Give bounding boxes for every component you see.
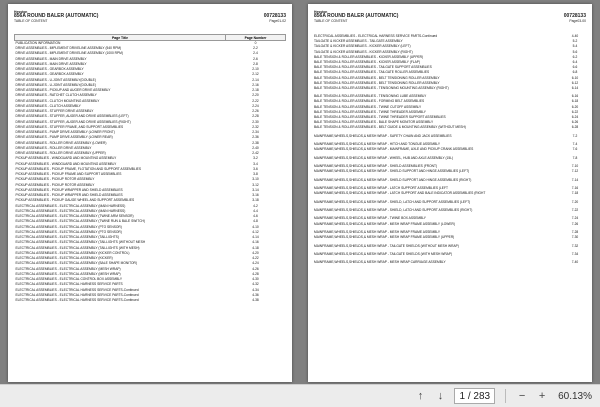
page-number-input[interactable]: 1 / 283 — [454, 388, 495, 404]
row-title: DRIVE ASSEMBLIES - U-JOINT ASSEMBLY(DOUBLE) — [15, 82, 96, 87]
row-title: ELECTRICAL ASSEMBLIES - ELECTRICAL ASSEMBLY (TAILLIGHTS) — [15, 235, 119, 240]
toc-table — [14, 34, 286, 303]
row-page-number: 2-32 — [252, 124, 259, 129]
row-page-number: 3-18 — [252, 198, 259, 203]
row-page-number: 6-14 — [571, 85, 579, 90]
row-page-number: 4-36 — [252, 292, 259, 297]
list-item[interactable] — [314, 147, 586, 155]
list-item[interactable] — [314, 235, 586, 243]
list-item[interactable] — [314, 200, 586, 208]
row-page-number: 7-6 — [572, 147, 578, 152]
list-item[interactable] — [314, 208, 586, 216]
row-page-number: 6-2 — [572, 54, 578, 59]
row-title: BALE TENSION & ROLLER ASSEMBLIES - FORMING BELT ASSEMBLIES — [314, 99, 425, 104]
arrow-down-icon[interactable]: ↓ — [437, 390, 444, 402]
row-page-number: 6-16 — [571, 94, 579, 99]
row-title: ELECTRICAL ASSEMBLIES - ELECTRICAL ASSEMBLY (MESH WRAP) — [15, 266, 121, 271]
brand-name: Hesston — [14, 10, 28, 14]
col-header-number: Page Number — [226, 35, 286, 41]
row-title: ELECTRICAL ASSEMBLIES - ELECTRICAL ASSEMBLY (PTO SENSOR) — [15, 224, 122, 229]
row-title: DRIVE ASSEMBLIES - CLUTCH ASSEMBLY — [15, 103, 81, 108]
row-page-number: 4-32 — [252, 282, 259, 287]
row-title: DRIVE ASSEMBLIES - CLUTCH MOUNTING ASSEMBLY — [15, 98, 100, 103]
row-title: ELECTRICAL ASSEMBLIES - ELECTRICAL HARNESS SERVICE PARTS-Continued — [15, 298, 139, 303]
row-page-number: 3-12 — [252, 182, 259, 187]
row-page-number: 7-30 — [571, 235, 579, 240]
row-title: ELECTRICAL ASSEMBLIES - ELECTRICAL ASSEMBLY (BALE SHAPE MONITOR) — [15, 261, 137, 266]
row-title: MAINFRAME,WHEELS,SHIELDS,& MESH WRAP - SHIELD ASSEMBLIES (FRONT) — [314, 164, 438, 169]
list-item[interactable] — [314, 156, 586, 164]
row-title: DRIVE ASSEMBLIES - STUFFER FRAME, AND SUPPORT ASSEMBLIES — [15, 124, 124, 129]
row-title: PICKUP ASSEMBLIES - PICKUP GAUGE WHEEL AND SUPPORT ASSEMBLIES — [15, 198, 135, 203]
row-page-number: 7-28 — [571, 230, 579, 235]
table-row[interactable] — [15, 298, 286, 303]
zoom-in-icon[interactable]: + — [538, 390, 546, 402]
row-title: PICKUP ASSEMBLIES - PICKUP ROTOR ASSEMBLY — [15, 177, 95, 182]
row-title: ELECTRICAL ASSEMBLIES - ELECTRICAL ASSEMBLY (KICKER CONTROL) — [15, 250, 130, 255]
document-number: 00728133 — [263, 13, 286, 19]
list-item[interactable] — [314, 244, 586, 252]
row-page-number: 6-28 — [571, 125, 579, 130]
row-title: BALE TENSION & ROLLER ASSEMBLIES - BELT TENSIONING ROLLER ASSEMBLY — [314, 75, 440, 80]
row-title: BALE TENSION & ROLLER ASSEMBLIES - TENSIONING MOUNTING ASSEMBLY (RIGHT) — [314, 85, 449, 90]
row-page-number: 4-34 — [252, 287, 259, 292]
row-page-number: 7-4 — [572, 142, 578, 147]
row-page-number: 6-26 — [571, 120, 579, 125]
row-page-number: 2-12 — [252, 72, 259, 77]
document-number: 00728133 — [563, 13, 586, 19]
row-page-number: 4-12 — [252, 229, 259, 234]
row-page-number: 6-4 — [572, 59, 578, 64]
page-header — [314, 10, 586, 34]
row-title: BALE TENSION & ROLLER ASSEMBLIES - TWINE THREADER ASSEMBLY — [314, 109, 426, 114]
row-page-number: 7-34 — [571, 252, 579, 257]
list-item[interactable] — [314, 222, 586, 230]
row-title: ELECTRICAL ASSEMBLIES - ELECTRICAL ASSEMBLY (KICKER) — [15, 256, 113, 261]
row-title: DRIVE ASSEMBLIES - STUFFER DRIVE ASSEMBLY — [15, 109, 94, 114]
row-page-number: 2-28 — [252, 114, 259, 119]
row-title: PICKUP ASSEMBLIES - PICKUP WRAPPER AND SHIELD ASSEMBLIES — [15, 187, 123, 192]
row-page-number: 4-24 — [252, 261, 259, 266]
row-title: TAILGATE & KICKER ASSEMBLIES - TAILGATE ASSEMBLY — [314, 39, 403, 44]
row-title: BALE TENSION & ROLLER ASSEMBLIES - BELT GUIDE & MOUNTING ASSEMBLY (WITHOUT MESH) — [314, 125, 466, 130]
row-page-number: 0 — [254, 41, 257, 45]
row-title: DRIVE ASSEMBLIES - MAIN DRIVE ASSEMBLY — [15, 56, 87, 61]
row-title: DRIVE ASSEMBLIES - U-JOINT ASSEMBLY(DOUBLE) — [15, 77, 96, 82]
document-subtitle: TABLE OF CONTENT — [14, 19, 48, 24]
row-title: MAINFRAME,WHEELS,SHIELDS,& MESH WRAP - MESH WRAP CARRIAGE ASSEMBLY — [314, 260, 446, 265]
row-page-number: 4-6 — [253, 214, 258, 219]
viewer-toolbar — [0, 384, 600, 407]
list-item[interactable] — [314, 86, 586, 94]
row-title: ELECTRICAL ASSEMBLIES - ELECTRICAL ASSEMBLY (MAIN HARNESS) — [15, 203, 126, 208]
row-title: MAINFRAME,WHEELS,SHIELDS,& MESH WRAP - TAILGATE SHIELDS (WITH MESH WRAP) — [314, 252, 453, 257]
row-title: TAILGATE & KICKER ASSEMBLIES - KICKER ASSEMBLY (RIGHT) — [314, 49, 413, 54]
page-ref: Page01-02 — [269, 19, 286, 24]
row-title: ELECTRICAL ASSEMBLIES - ELECTRICAL HARNESS SERVICE PARTS-Continued — [314, 34, 438, 38]
row-title: ELECTRICAL ASSEMBLIES - ELECTRICAL ASSEMBLY (TWINE ARM SENSOR) — [15, 214, 134, 219]
row-page-number: 7-14 — [571, 177, 579, 182]
row-page-number: 6-12 — [571, 80, 579, 85]
row-title: MAINFRAME,WHEELS,SHIELDS,& MESH WRAP - TWINE BOX ASSEMBLY — [314, 216, 426, 221]
document-subtitle: TABLE OF CONTENT — [314, 19, 348, 24]
row-title: BALE TENSION & ROLLER ASSEMBLIES - BALE SHAPE MONITOR ASSEMBLY — [314, 120, 434, 125]
row-page-number: 7-16 — [571, 186, 579, 191]
row-title: MAINFRAME,WHEELS,SHIELDS,& MESH WRAP - SAFETY CHAIN AND JACK ASSEMBLIES — [314, 133, 452, 138]
row-title: BALE TENSION & ROLLER ASSEMBLIES - BELT TENSIONING ROLLER ASSEMBLY — [314, 80, 440, 85]
row-title: ELECTRICAL ASSEMBLIES - ELECTRICAL HARNESS SERVICE PARTS-Continued — [15, 287, 139, 292]
row-title: ELECTRICAL ASSEMBLIES - ELECTRICAL HARNESS SERVICE PARTS-Continued — [15, 292, 139, 297]
row-page-number: 4-38 — [252, 298, 259, 303]
row-title: PICKUP ASSEMBLIES - PICKUP ROTOR ASSEMBLY — [15, 182, 95, 187]
row-page-number: 4-2 — [253, 203, 258, 208]
row-page-number: 2-4 — [253, 51, 258, 56]
row-page-number: 4-4 — [253, 208, 258, 213]
row-title: DRIVE ASSEMBLIES - PUMP DRIVE ASSEMBLY (LOWER FRONT) — [15, 130, 115, 135]
row-page-number: 7-18 — [571, 191, 579, 196]
row-title: ELECTRICAL ASSEMBLIES - ELECTRICAL ASSEMBLY (MESH WRAP) — [15, 271, 121, 276]
row-title: MAINFRAME,WHEELS,SHIELDS,& MESH WRAP - LATCH SUPPORT AND BALE INDICATOR ASSEMBLIES (RIGHT — [314, 191, 486, 196]
row-title: DRIVE ASSEMBLIES - IMPLEMENT DRIVELINE ASSEMBLY (1000 RPM) — [15, 51, 123, 56]
row-title: ELECTRICAL ASSEMBLIES - ELECTRICAL ASSEMBLY (TAILLIGHTS (WITH MESH) — [15, 245, 140, 250]
document-title: 856A ROUND BALER (AUTOMATIC) — [14, 13, 99, 19]
row-title: MAINFRAME,WHEELS,SHIELDS,& MESH WRAP - MESH WRAP FRAME ASSEMBLY — [314, 230, 441, 235]
row-page-number: 4-14 — [252, 235, 259, 240]
pdf-page-right — [308, 4, 592, 382]
row-page-number: 2-26 — [252, 109, 259, 114]
row-title: ELECTRICAL ASSEMBLIES - ELECTRICAL ASSEMBLY (PTO SENSOR) — [15, 229, 122, 234]
row-page-number: 7-40 — [571, 260, 579, 265]
row-title: DRIVE ASSEMBLIES - MAIN DRIVE ASSEMBLY — [15, 61, 87, 66]
row-title: ELECTRICAL ASSEMBLIES - ELECTRICAL ASSEMBLY (TAILLIGHTS (WITHOUT MESH — [15, 240, 146, 245]
row-page-number: 4-22 — [252, 256, 259, 261]
row-title: MAINFRAME,WHEELS,SHIELDS,& MESH WRAP - MESH WRAP FRAME ASSEMBLY (LOWER) — [314, 221, 455, 226]
row-page-number: 6-6 — [572, 65, 578, 70]
row-title: DRIVE ASSEMBLIES - ROLLER DRIVE ASSEMBLY (UPPER) — [15, 151, 106, 156]
row-title: BALE TENSION & ROLLER ASSEMBLIES - KICKER ASSEMBLY (UPPER) — [314, 54, 424, 59]
row-page-number: 2-36 — [252, 135, 259, 140]
list-item[interactable] — [314, 191, 586, 199]
row-title: BALE TENSION & ROLLER ASSEMBLIES - TAILGATE SUPPORT ASSEMBLIES — [314, 65, 432, 70]
row-title: BALE TENSION & ROLLER ASSEMBLIES - TENSIONING LUBE ASSEMBLY — [314, 94, 427, 99]
row-title: DRIVE ASSEMBLIES - GEARBOX ASSEMBLY — [15, 72, 84, 77]
row-page-number: 2-10 — [252, 67, 259, 72]
row-page-number: 6-20 — [571, 104, 579, 109]
row-page-number: 2-30 — [252, 119, 259, 124]
page-ref: Page03-00 — [569, 19, 586, 24]
toc-table-body — [15, 41, 286, 304]
zoom-level: 60.13% — [558, 390, 592, 402]
row-page-number: 3-8 — [253, 172, 258, 177]
row-title: MAINFRAME,WHEELS,SHIELDS,& MESH WRAP - SHIELD, LATCH AND SUPPORT ASSEMBLIES (LEFT) — [314, 199, 471, 204]
row-title: PICKUP ASSEMBLIES - PICKUP FRAME AND SUPPORT ASSEMBLIES — [15, 172, 122, 177]
row-page-number: 2-2 — [253, 46, 258, 51]
row-page-number: 6-18 — [571, 99, 579, 104]
row-page-number: 2-14 — [252, 77, 259, 82]
row-page-number: 7-2 — [572, 133, 578, 138]
row-page-number: 4-26 — [252, 266, 259, 271]
row-page-number: 7-26 — [571, 221, 579, 226]
row-title: BALE TENSION & ROLLER ASSEMBLIES - TAILGATE ROLLER ASSEMBLIES — [314, 70, 430, 75]
row-page-number: 2-42 — [252, 151, 259, 156]
list-item[interactable] — [314, 125, 586, 133]
document-title: 856A ROUND BALER (AUTOMATIC) — [314, 13, 399, 19]
row-title: BALE TENSION & ROLLER ASSEMBLIES - KICKER ASSEMBLY (FLAP) — [314, 59, 421, 64]
row-page-number: 2-34 — [252, 130, 259, 135]
col-header-title: Page Title — [15, 35, 226, 41]
toc-list — [314, 34, 586, 266]
row-title: DRIVE ASSEMBLIES - STUFFER, AUGER AND DRIVE ASSEMBLIES (LEFT) — [15, 114, 129, 119]
row-title: DRIVE ASSEMBLIES - STUFFER, AUGER AND DRIVE ASSEMBLIES (RIGHT) — [15, 119, 131, 124]
brand-name: Hesston — [314, 10, 328, 14]
row-title: PICKUP ASSEMBLIES - WINDGUARD AND MOUNTING ASSEMBLY — [15, 161, 117, 166]
row-page-number: 5-2 — [572, 39, 578, 44]
row-title: PUBLICATION INFORMATION — [15, 41, 61, 45]
row-page-number: 7-22 — [571, 208, 579, 213]
row-page-number: 6-10 — [571, 75, 579, 80]
row-page-number: 2-38 — [252, 140, 259, 145]
row-page-number: 3-2 — [253, 156, 258, 161]
row-page-number: 2-24 — [252, 103, 259, 108]
zoom-out-icon[interactable]: − — [518, 390, 526, 402]
row-title: TAILGATE & KICKER ASSEMBLIES - KICKER ASSEMBLY (LEFT) — [314, 44, 411, 49]
row-page-number: 2-22 — [252, 98, 259, 103]
row-page-number: 4-10 — [252, 224, 259, 229]
row-page-number: 4-40 — [571, 34, 579, 38]
row-page-number: 7-24 — [571, 216, 579, 221]
pdf-page-left — [8, 4, 292, 382]
row-page-number: 3-10 — [252, 177, 259, 182]
row-page-number: 4-8 — [253, 219, 258, 224]
row-title: ELECTRICAL ASSEMBLIES - ELECTRICAL HARNESS SERVICE PARTS — [15, 282, 123, 287]
row-title: BALE TENSION & ROLLER ASSEMBLIES - TWINE THREADER SUPPORT ASSEMBLIES — [314, 115, 446, 120]
row-title: BALE TENSION & ROLLER ASSEMBLIES - TWINE CUTOFF ASSEMBLY — [314, 104, 422, 109]
row-page-number: 4-28 — [252, 271, 259, 276]
row-page-number: 5-6 — [572, 49, 578, 54]
row-page-number: 7-20 — [571, 199, 579, 204]
list-item[interactable] — [314, 169, 586, 177]
row-title: ELECTRICAL ASSEMBLIES - ELECTRICAL ASSEMBLY (MAIN HARNESS) — [15, 208, 126, 213]
row-page-number: 7-10 — [571, 164, 579, 169]
row-title: DRIVE ASSEMBLIES - RATCHET CLUTCH ASSEMBLY — [15, 93, 97, 98]
row-page-number: 4-16 — [252, 240, 259, 245]
row-title: ELECTRICAL ASSEMBLIES - ELECTRICAL CONTROL BOX ASSEMBLY — [15, 277, 122, 282]
list-item[interactable] — [314, 260, 586, 265]
list-item[interactable] — [314, 134, 586, 142]
row-title: MAINFRAME,WHEELS,SHIELDS,& MESH WRAP - LATCH SUPPORT ASSEMBLIES (LEFT — [314, 186, 448, 191]
row-title: DRIVE ASSEMBLIES - ROLLER DRIVE ASSEMBLY (LOWER) — [15, 140, 107, 145]
row-title: PICKUP ASSEMBLIES - WINDGUARD AND MOUNTING ASSEMBLY — [15, 156, 117, 161]
row-title: MAINFRAME,WHEELS,SHIELDS,& MESH WRAP - HITCH AND TONGUE ASSEMBLY — [314, 142, 440, 147]
row-title: MAINFRAME,WHEELS,SHIELDS,& MESH WRAP - SHIELD SUPPORT AND HINGE ASSEMBLIES (RIGHT) — [314, 177, 472, 182]
row-title: MAINFRAME,WHEELS,SHIELDS,& MESH WRAP - SHIELD SUPPORT AND HINGE ASSEMBLIES (LEFT) — [314, 169, 470, 174]
row-page-number: 3-16 — [252, 193, 259, 198]
row-title: MAINFRAME,WHEELS,SHIELDS,& MESH WRAP - WHEEL, HUB AND AXLE ASSEMBLY (15L) — [314, 155, 454, 160]
row-page-number: 7-12 — [571, 169, 579, 174]
row-page-number: 2-6 — [253, 56, 258, 61]
row-page-number: 6-22 — [571, 109, 579, 114]
row-title: MAINFRAME,WHEELS,SHIELDS,& MESH WRAP - MAINFRAME, AXLE AND PICKUP CRANK ASSEMBLIES — [314, 147, 474, 152]
row-title: DRIVE ASSEMBLIES - IMPLEMENT DRIVELINE ASSEMBLY (540 RPM) — [15, 46, 122, 51]
row-page-number: 7-32 — [571, 243, 579, 248]
toolbar-divider — [505, 389, 506, 403]
row-page-number: 4-20 — [252, 250, 259, 255]
row-title: DRIVE ASSEMBLIES - ROLLER DRIVE ASSEMBLY — [15, 145, 92, 150]
row-page-number: 3-14 — [252, 187, 259, 192]
page-header — [14, 10, 286, 34]
row-page-number: 6-24 — [571, 115, 579, 120]
row-title: PICKUP ASSEMBLIES - PICKUP FRAME, FLOTATION AND SUPPORT ASSEMBLIES — [15, 166, 142, 171]
row-title: MAINFRAME,WHEELS,SHIELDS,& MESH WRAP - TAILGATE SHIELDS (WITHOUT MESH WRAP) — [314, 243, 459, 248]
row-title: DRIVE ASSEMBLIES - GEARBOX ASSEMBLY — [15, 67, 84, 72]
row-title: DRIVE ASSEMBLIES - PUMP DRIVE ASSEMBLY (LOWER REAR) — [15, 135, 113, 140]
row-page-number: 2-20 — [252, 93, 259, 98]
row-page-number: 4-18 — [252, 245, 259, 250]
list-item[interactable] — [314, 252, 586, 260]
row-title: PICKUP ASSEMBLIES - PICKUP WRAPPER AND SHIELD ASSEMBLIES — [15, 193, 123, 198]
row-page-number: 2-8 — [253, 61, 258, 66]
row-title: MAINFRAME,WHEELS,SHIELDS,& MESH WRAP - MESH WRAP FRAME ASSEMBLY (UPPER) — [314, 235, 455, 240]
row-page-number: 3-4 — [253, 161, 258, 166]
row-page-number: 2-18 — [252, 88, 259, 93]
arrow-up-icon[interactable]: ↑ — [417, 390, 424, 402]
list-item[interactable] — [314, 178, 586, 186]
row-page-number: 2-16 — [252, 82, 259, 87]
row-page-number: 3-6 — [253, 166, 258, 171]
row-page-number: 4-30 — [252, 277, 259, 282]
row-page-number: 6-8 — [572, 70, 578, 75]
row-page-number: 7-8 — [572, 155, 578, 160]
row-page-number: 5-4 — [572, 44, 578, 49]
row-page-number: 2-40 — [252, 145, 259, 150]
row-title: DRIVE ASSEMBLIES - PICKUP AND AUGER DRIVE ASSEMBLY — [15, 88, 111, 93]
row-title: ELECTRICAL ASSEMBLIES - ELECTRICAL ASSEMBLY (TWINE RUN & BALE SWITCH) — [15, 219, 145, 224]
row-title: MAINFRAME,WHEELS,SHIELDS,& MESH WRAP - SHIELD, LATCH AND SUPPORT ASSEMBLIES (RIGHT) — [314, 208, 473, 213]
